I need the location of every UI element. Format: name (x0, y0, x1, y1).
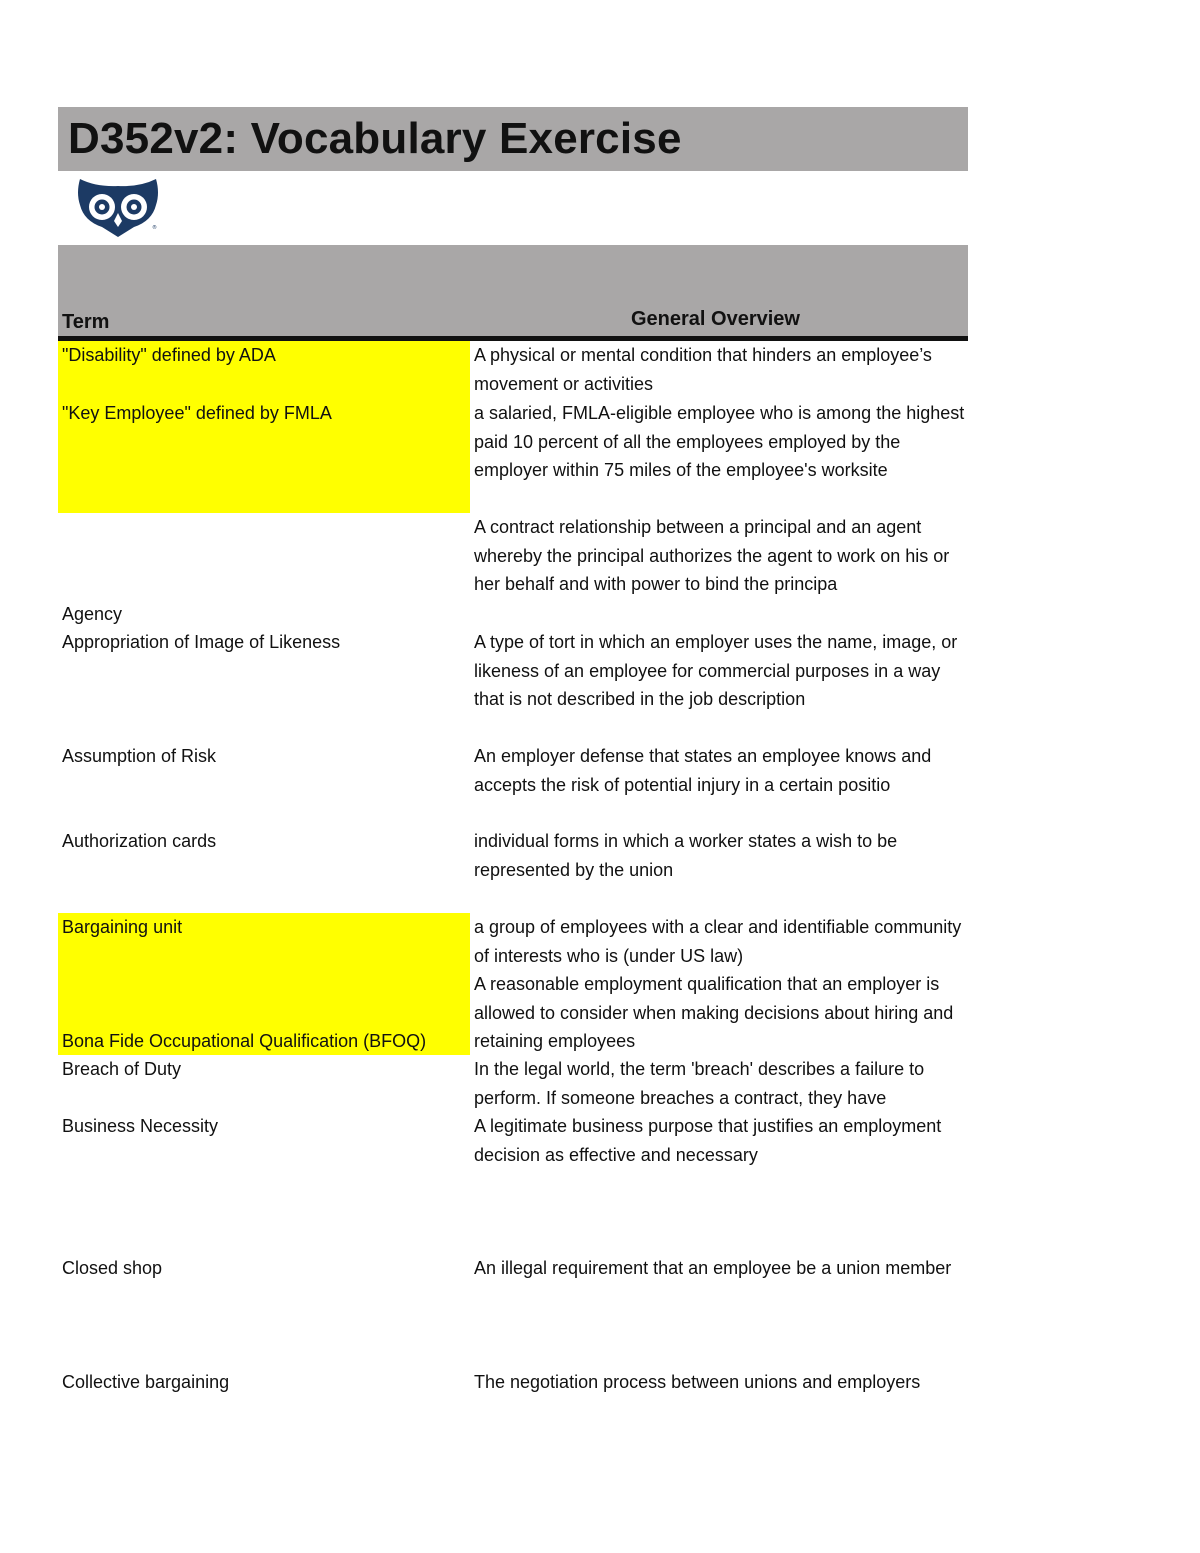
table-row (58, 1112, 968, 1254)
overview-cell: In the legal world, the term 'breach' describes a failure to perform. If someone breaches a contract, they have (474, 1059, 925, 1108)
overview-cell: A type of tort in which an employer uses the name, image, or likeness of an employee for commercial purposes in a way that is not described in the job description (474, 632, 958, 709)
overview-cell: A physical or mental condition that hinders an employee’s movement or activities (474, 345, 932, 394)
table-row (58, 913, 968, 970)
table-row (58, 513, 968, 628)
page-title: D352v2: Vocabulary Exercise (68, 114, 682, 163)
overview-cell: A reasonable employment qualification that an employer is allowed to consider when making decisions about hiring and retaining employees (474, 974, 954, 1051)
term-cell (58, 1368, 470, 1428)
overview-cell: A contract relationship between a principal and an agent whereby the principal authorizes the agent to work on his or her behalf and with power to bind the principa (474, 517, 950, 594)
term-cell (58, 742, 470, 827)
table-row (58, 970, 968, 1055)
column-header-row (58, 245, 968, 341)
owl-logo-icon (76, 177, 160, 239)
term-cell (58, 341, 470, 399)
term-text: Breach of Duty (62, 1059, 182, 1079)
term-cell (58, 628, 470, 742)
term-text: Assumption of Risk (62, 746, 217, 766)
overview-cell: individual forms in which a worker states a wish to be represented by the union (474, 831, 898, 880)
term-text: Collective bargaining (62, 1372, 230, 1392)
term-text: Closed shop (62, 1258, 163, 1278)
term-cell (58, 513, 470, 628)
overview-cell: a salaried, FMLA-eligible employee who is among the highest paid 10 percent of all the employees employed by the employer within 75 miles of the employee's worksite (474, 403, 965, 480)
term-text: Appropriation of Image of Likeness (62, 632, 341, 652)
overview-cell: An employer defense that states an employee knows and accepts the risk of potential injury in a certain positio (474, 746, 932, 795)
table-row (58, 742, 968, 827)
table-row (58, 1254, 968, 1368)
term-cell (58, 1254, 470, 1368)
logo-area (58, 171, 968, 245)
column-header-term: Term (62, 311, 110, 333)
term-cell (58, 827, 470, 913)
term-text: "Key Employee" defined by FMLA (62, 403, 332, 423)
term-cell (58, 1112, 470, 1254)
table-row (58, 628, 968, 742)
title-bar (58, 107, 968, 171)
vocabulary-table (58, 341, 968, 1428)
term-text: "Disability" defined by ADA (62, 345, 276, 365)
svg-text:®: ® (152, 225, 157, 231)
term-text: Bona Fide Occupational Qualification (BFOQ) (62, 1030, 427, 1051)
term-text: Agency (62, 603, 123, 624)
term-cell (58, 1055, 470, 1112)
overview-cell: a group of employees with a clear and identifiable community of interests who is (under US law) (474, 917, 962, 966)
term-cell (58, 399, 470, 513)
term-cell (58, 970, 470, 1055)
column-header-overview: General Overview (631, 308, 800, 330)
overview-cell: The negotiation process between unions and employers (474, 1372, 921, 1392)
term-text: Authorization cards (62, 831, 217, 851)
table-row (58, 827, 968, 913)
overview-cell: A legitimate business purpose that justifies an employment decision as effective and necessary (474, 1116, 942, 1165)
term-cell (58, 913, 470, 970)
term-text: Bargaining unit (62, 917, 183, 937)
table-row (58, 1368, 968, 1428)
table-row (58, 341, 968, 399)
term-text: Business Necessity (62, 1116, 219, 1136)
table-row (58, 399, 968, 513)
overview-cell: An illegal requirement that an employee be a union member (474, 1258, 952, 1278)
table-row (58, 1055, 968, 1112)
spreadsheet-page (58, 107, 968, 1428)
